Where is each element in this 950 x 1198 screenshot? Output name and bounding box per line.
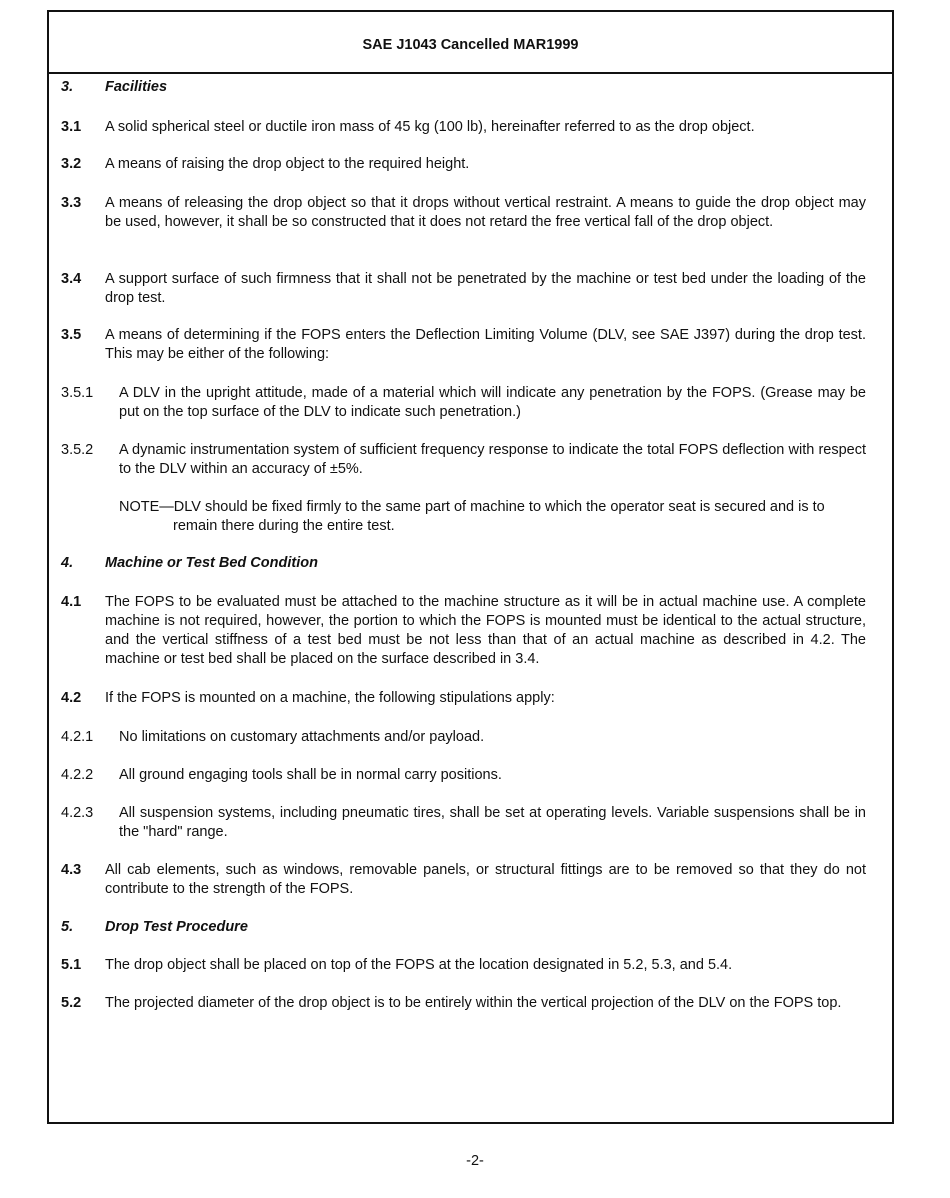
paragraph-text: A support surface of such firmness that it shall not be penetrated by the machine or test bed under the loading of the drop test. (105, 271, 866, 306)
document-title: SAE J1043 Cancelled MAR1999 (362, 37, 579, 53)
paragraph-number: 4.1 (61, 594, 82, 610)
paragraph-number: 4.3 (61, 862, 82, 878)
paragraph-number: 3.5 (61, 327, 82, 343)
paragraph-number: 3.3 (61, 195, 82, 211)
paragraph-number: 5.1 (61, 957, 82, 973)
paragraph-text: The drop object shall be placed on top of the FOPS at the location designated in 5.2, 5.3, and 5.4. (105, 957, 733, 973)
paragraph-number: 3.1 (61, 119, 82, 135)
paragraph-text: All cab elements, such as windows, removable panels, or structural fittings are to be removed so that they do not contribute to the strength of the FOPS. (105, 862, 866, 897)
paragraph-text: The FOPS to be evaluated must be attached to the machine structure as it will be in actual machine use. A complete machine is not required, however, the portion to which the FOPS is mounted must be identical to the actual structure, and the vertical stiffness of a test bed must be not less than that of an actual machine as described in 4.2. The machine or test bed shall be placed on the surface described in 3.4. (105, 594, 866, 667)
paragraph-text: If the FOPS is mounted on a machine, the following stipulations apply: (105, 690, 555, 706)
paragraph-text: A solid spherical steel or ductile iron mass of 45 kg (100 lb), hereinafter referred to as the drop object. (105, 119, 755, 135)
paragraph-number: 3.2 (61, 156, 82, 172)
paragraph-number: 4.2 (61, 690, 82, 706)
paragraph-text: A means of determining if the FOPS enters the Deflection Limiting Volume (DLV, see SAE J397) during the drop test. This may be either of the following: (105, 327, 866, 362)
page-frame (47, 10, 894, 1124)
header-bar (49, 12, 892, 74)
paragraph-text: A means of raising the drop object to the required height. (105, 156, 470, 172)
paragraph-number: 4.2.2 (61, 767, 94, 783)
section-number: 5. (61, 919, 74, 935)
paragraph-number: 3.5.1 (61, 385, 94, 401)
paragraph-text: A DLV in the upright attitude, made of a material which will indicate any penetration by the FOPS. (Grease may be put on the top surface of the DLV to indicate such penetration.) (119, 385, 866, 420)
section-number: 4. (61, 555, 74, 571)
section-title: Machine or Test Bed Condition (105, 555, 318, 571)
paragraph-text: All ground engaging tools shall be in normal carry positions. (119, 767, 502, 783)
section-title: Facilities (105, 79, 168, 95)
paragraph-text: No limitations on customary attachments and/or payload. (119, 729, 485, 745)
section-number: 3. (61, 79, 74, 95)
paragraph-number: 5.2 (61, 995, 82, 1011)
paragraph-text: A means of releasing the drop object so that it drops without vertical restraint. A means to guide the drop object may be used, however, it shall be so constructed that it does not retard the free vertical fall of the drop object. (105, 195, 866, 230)
paragraph-text: The projected diameter of the drop object is to be entirely within the vertical projection of the DLV on the FOPS top. (105, 995, 842, 1011)
paragraph-number: 4.2.1 (61, 729, 94, 745)
section-title: Drop Test Procedure (105, 919, 248, 935)
paragraph-text: A dynamic instrumentation system of sufficient frequency response to indicate the total FOPS deflection with respect to the DLV within an accuracy of ±5%. (119, 442, 866, 477)
paragraph-number: 3.4 (61, 271, 82, 287)
note-text: NOTE—DLV should be fixed firmly to the same part of machine to which the operator seat is secured and is to remain there during the entire test. (119, 499, 825, 534)
paragraph-number: 4.2.3 (61, 805, 94, 821)
page-number: -2- (466, 1153, 484, 1169)
paragraph-number: 3.5.2 (61, 442, 94, 458)
paragraph-text: All suspension systems, including pneumatic tires, shall be set at operating levels. Variable suspensions shall be in the "hard" range. (119, 805, 866, 840)
